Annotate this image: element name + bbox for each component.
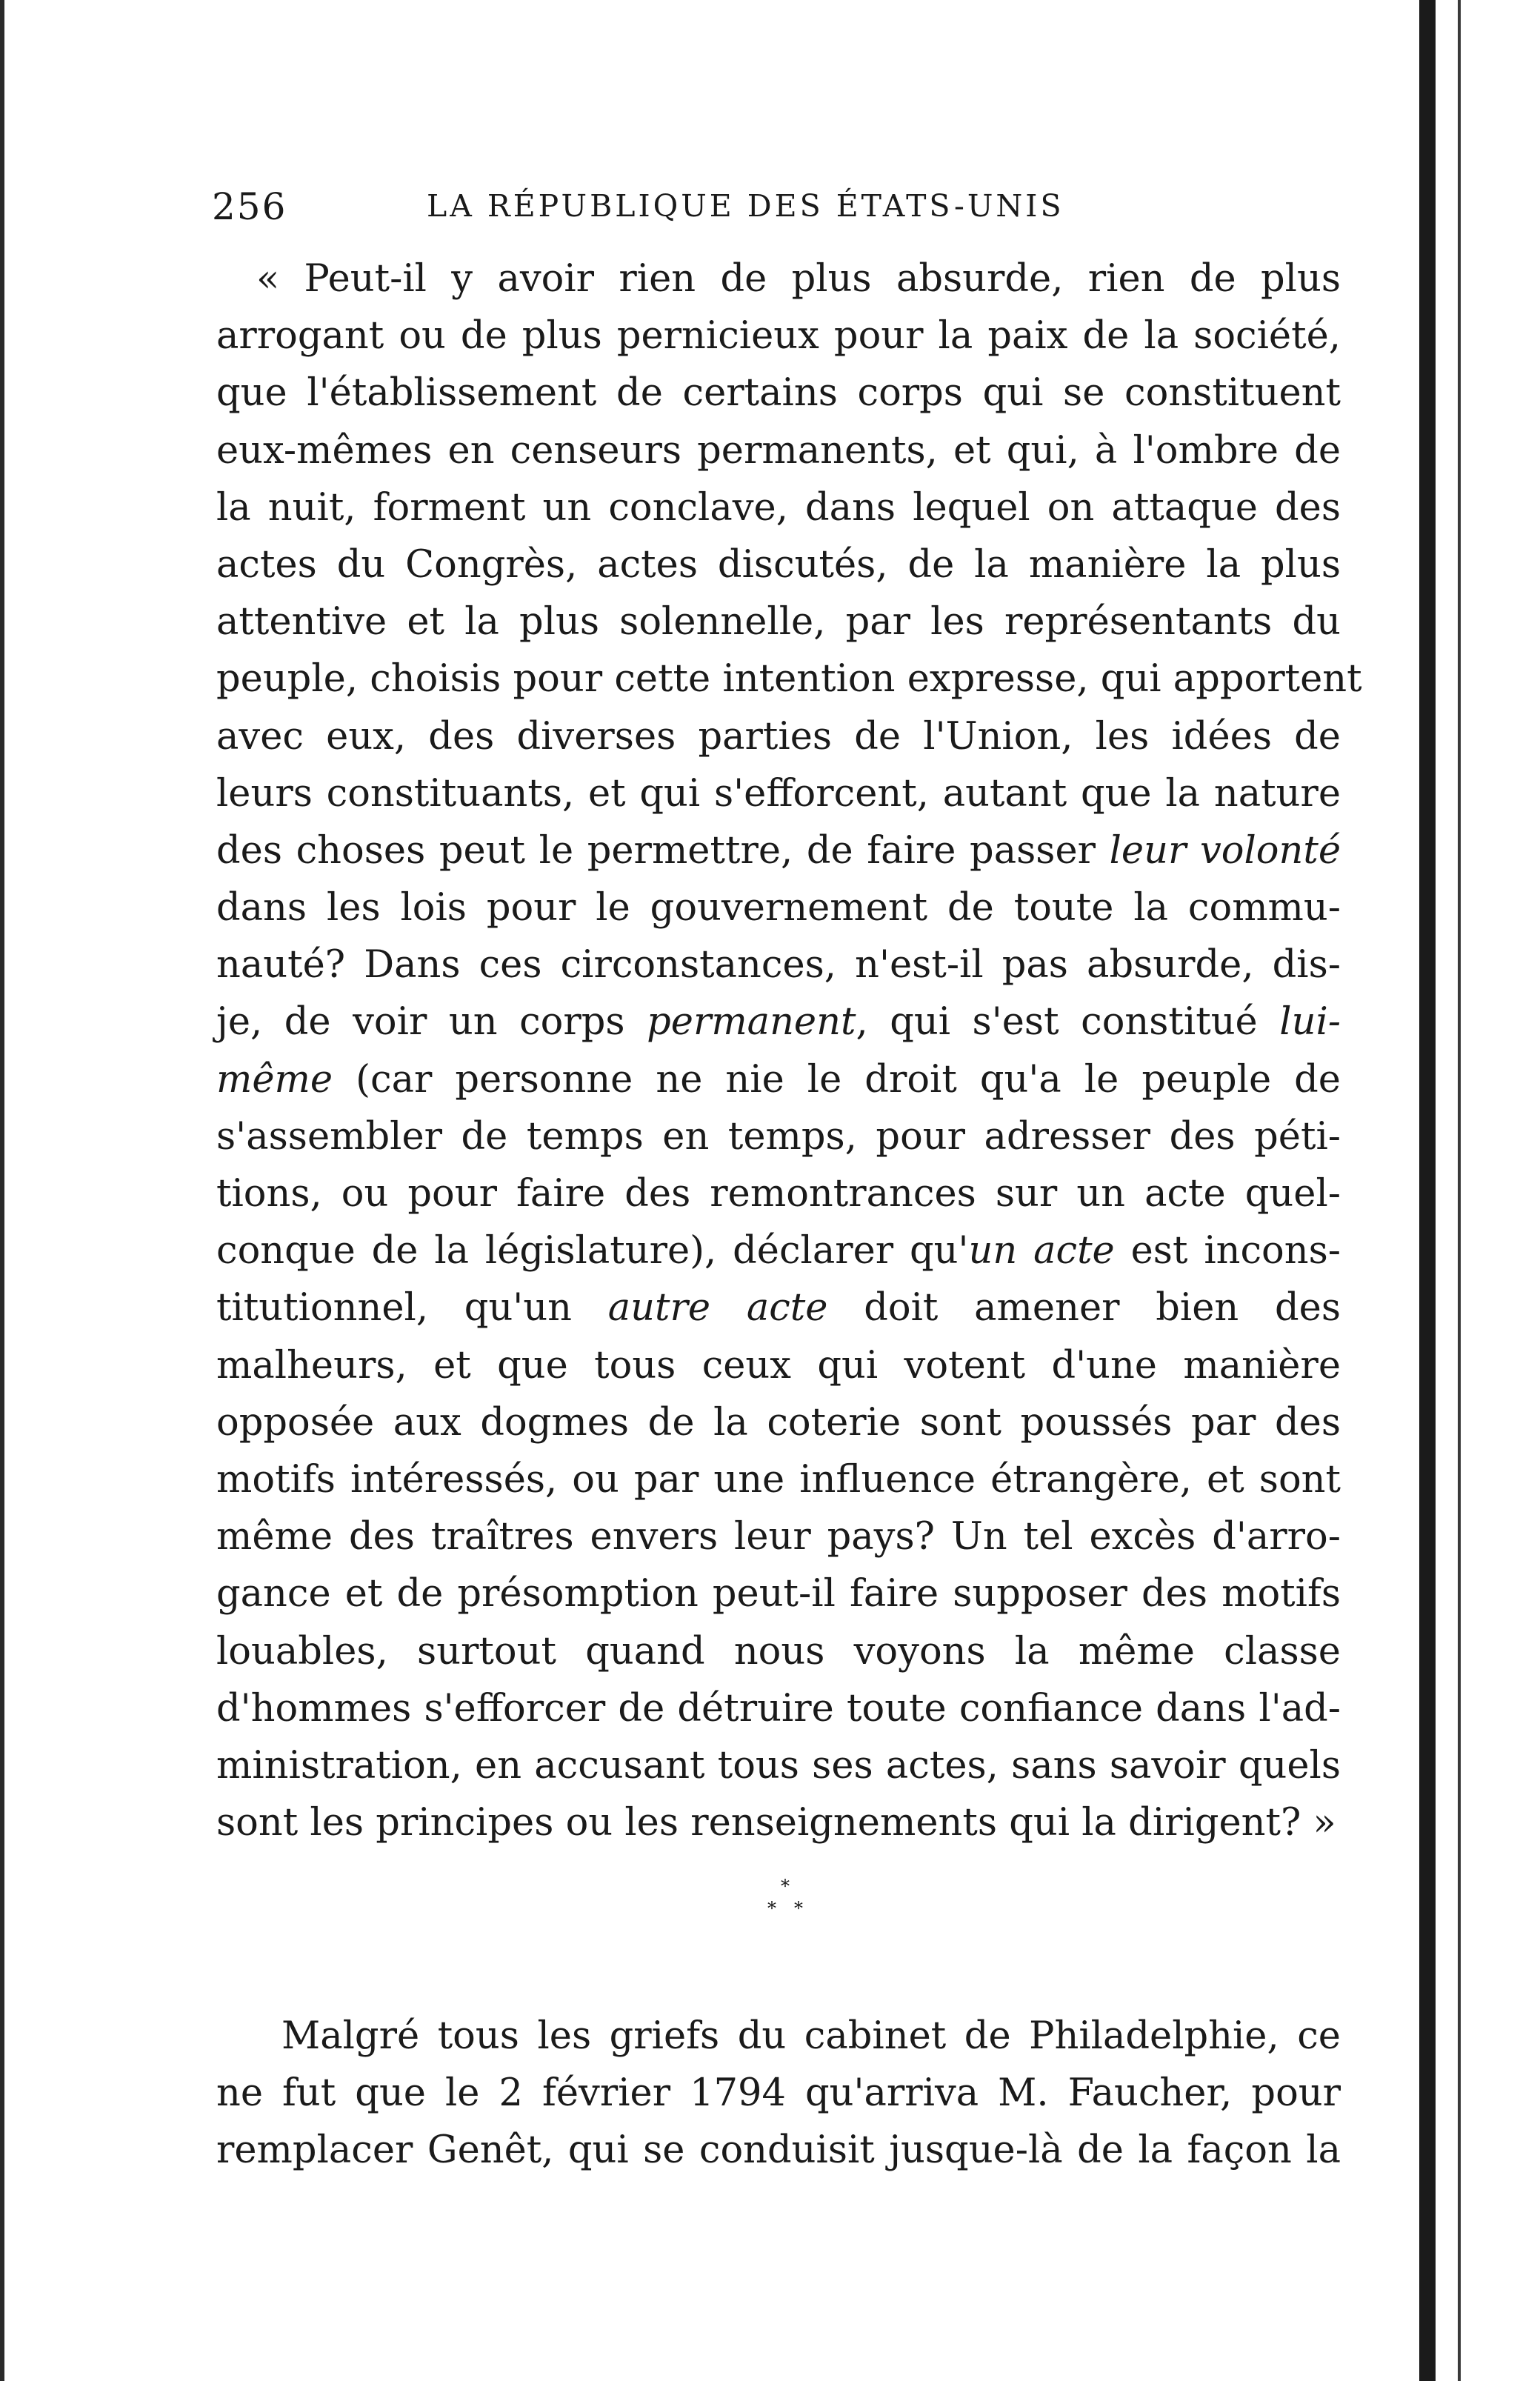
quote-line xyxy=(216,1165,1341,1222)
quote-text-segment: tions, ou pour faire des remontrances sur un acte quel- xyxy=(216,1172,1341,1216)
scan-left-edge xyxy=(0,0,4,2381)
quote-line xyxy=(216,1337,1341,1394)
quote-text-segment: avec eux, des diverses parties de l'Union, les idées de xyxy=(216,714,1341,759)
asterism-star-top: * xyxy=(781,1876,790,1897)
quote-text-segment: que l'établissement de certains corps qui se constituent xyxy=(216,371,1341,416)
quote-text-segment: d'hommes s'efforcer de détruire toute confiance dans l'ad- xyxy=(216,1686,1341,1731)
quote-line xyxy=(216,1680,1341,1737)
asterism-star-right: * xyxy=(794,1898,803,1919)
quote-line xyxy=(216,1051,1341,1108)
quote-text-segment: nauté? Dans ces circonstances, n'est-il pas absurde, dis- xyxy=(216,943,1341,988)
quote-text-segment: motifs intéressés, ou par une influence étrangère, et sont xyxy=(216,1457,1341,1502)
quote-line xyxy=(216,364,1341,422)
quotation-block xyxy=(216,250,1362,1851)
asterism-star-left: * xyxy=(767,1898,776,1919)
quote-line xyxy=(216,250,1341,307)
quote-text-segment: doit amener bien des xyxy=(827,1286,1341,1331)
quote-line xyxy=(216,1279,1341,1336)
running-title: LA RÉPUBLIQUE DES ÉTATS-UNIS xyxy=(427,188,1064,224)
quote-text-segment: eux-mêmes en censeurs permanents, et qui, à l'ombre de xyxy=(216,428,1341,473)
quote-line xyxy=(216,1794,1341,1851)
paragraph-line: Malgré tous les griefs du cabinet de Philadelphie, ce xyxy=(281,2014,1341,2058)
quote-line xyxy=(216,993,1341,1050)
quote-line xyxy=(216,1394,1341,1451)
quote-text-segment: lui- xyxy=(1279,1000,1341,1045)
quote-text-segment: peuple, choisis pour cette intention expresse, qui apportent xyxy=(216,657,1362,702)
quote-line xyxy=(216,879,1341,936)
quote-text-segment: leurs constituants, et qui s'efforcent, autant que la nature xyxy=(216,771,1341,816)
quote-text-segment: (car personne ne nie le droit qu'a le peuple de xyxy=(333,1057,1341,1102)
quote-text-segment: même xyxy=(216,1057,333,1102)
quote-text-segment: malheurs, et que tous ceux qui votent d'une manière xyxy=(216,1343,1341,1388)
quote-text-segment: autre acte xyxy=(607,1286,828,1331)
quote-line xyxy=(216,650,1362,707)
quote-line xyxy=(216,593,1341,650)
page-number: 256 xyxy=(212,185,287,228)
quote-text-segment: conque de la législature), déclarer qu' xyxy=(216,1229,969,1273)
quote-text-segment: , qui s'est constitué xyxy=(856,1000,1280,1045)
quote-text-segment: même des traîtres envers leur pays? Un tel excès d'arro- xyxy=(216,1515,1341,1559)
quote-text-segment: louables, surtout quand nous voyons la même classe xyxy=(216,1629,1341,1674)
quote-line xyxy=(216,1108,1341,1165)
quote-line xyxy=(216,936,1341,993)
quote-text-segment: arrogant ou de plus pernicieux pour la paix de la société, xyxy=(216,314,1341,359)
paragraph-line: remplacer Genêt, qui se conduisit jusque-là de la façon la xyxy=(216,2128,1341,2173)
quote-line xyxy=(216,1451,1341,1508)
quote-text-segment: la nuit, forment un conclave, dans lequel on attaque des xyxy=(216,485,1341,530)
quote-text-segment: est incons- xyxy=(1114,1229,1341,1273)
quote-text-segment: je, de voir un corps xyxy=(216,1000,647,1045)
quote-text-segment: s'assembler de temps en temps, pour adresser des péti- xyxy=(216,1114,1341,1159)
quote-text-segment: opposée aux dogmes de la coterie sont poussés par des xyxy=(216,1400,1341,1445)
quote-line xyxy=(216,708,1341,765)
quote-text-segment: sont les principes ou les renseignements qui la dirigent? » xyxy=(216,1801,1336,1845)
quote-text-segment: gance et de présomption peut-il faire supposer des motifs xyxy=(216,1572,1341,1616)
quote-line xyxy=(216,536,1341,593)
quote-line xyxy=(216,1222,1341,1279)
asterism-ornament xyxy=(756,1873,815,1932)
quote-line xyxy=(216,479,1341,536)
paragraph-line: ne fut que le 2 février 1794 qu'arriva M. Faucher, pour xyxy=(216,2071,1341,2116)
quote-line xyxy=(216,1565,1341,1622)
quote-line xyxy=(216,1737,1341,1794)
quote-line xyxy=(216,1623,1341,1680)
quote-line xyxy=(216,1508,1341,1565)
quote-text-segment: « Peut-il y avoir rien de plus absurde, rien de plus xyxy=(256,257,1341,301)
quote-text-segment: attentive et la plus solennelle, par les représentants du xyxy=(216,600,1341,645)
quote-text-segment: leur volonté xyxy=(1109,828,1341,873)
quote-line xyxy=(216,422,1341,479)
quote-line xyxy=(216,765,1341,822)
quote-text-segment: des choses peut le permettre, de faire passer xyxy=(216,828,1110,873)
quote-text-segment: actes du Congrès, actes discutés, de la manière la plus xyxy=(216,542,1341,587)
scan-right-edge xyxy=(1419,0,1436,2381)
page-header xyxy=(212,185,1338,244)
body-paragraph xyxy=(216,2008,1341,2179)
quote-line xyxy=(216,822,1341,879)
quote-text-segment: permanent xyxy=(647,1000,856,1045)
quote-text-segment: titutionnel, qu'un xyxy=(216,1286,608,1331)
quote-text-segment: ministration, en accusant tous ses actes, sans savoir quels xyxy=(216,1743,1341,1788)
scan-right-edge-line xyxy=(1458,0,1461,2381)
quote-text-segment: un acte xyxy=(968,1229,1115,1273)
quote-text-segment: dans les lois pour le gouvernement de toute la commu- xyxy=(216,886,1341,930)
quote-line xyxy=(216,307,1341,364)
